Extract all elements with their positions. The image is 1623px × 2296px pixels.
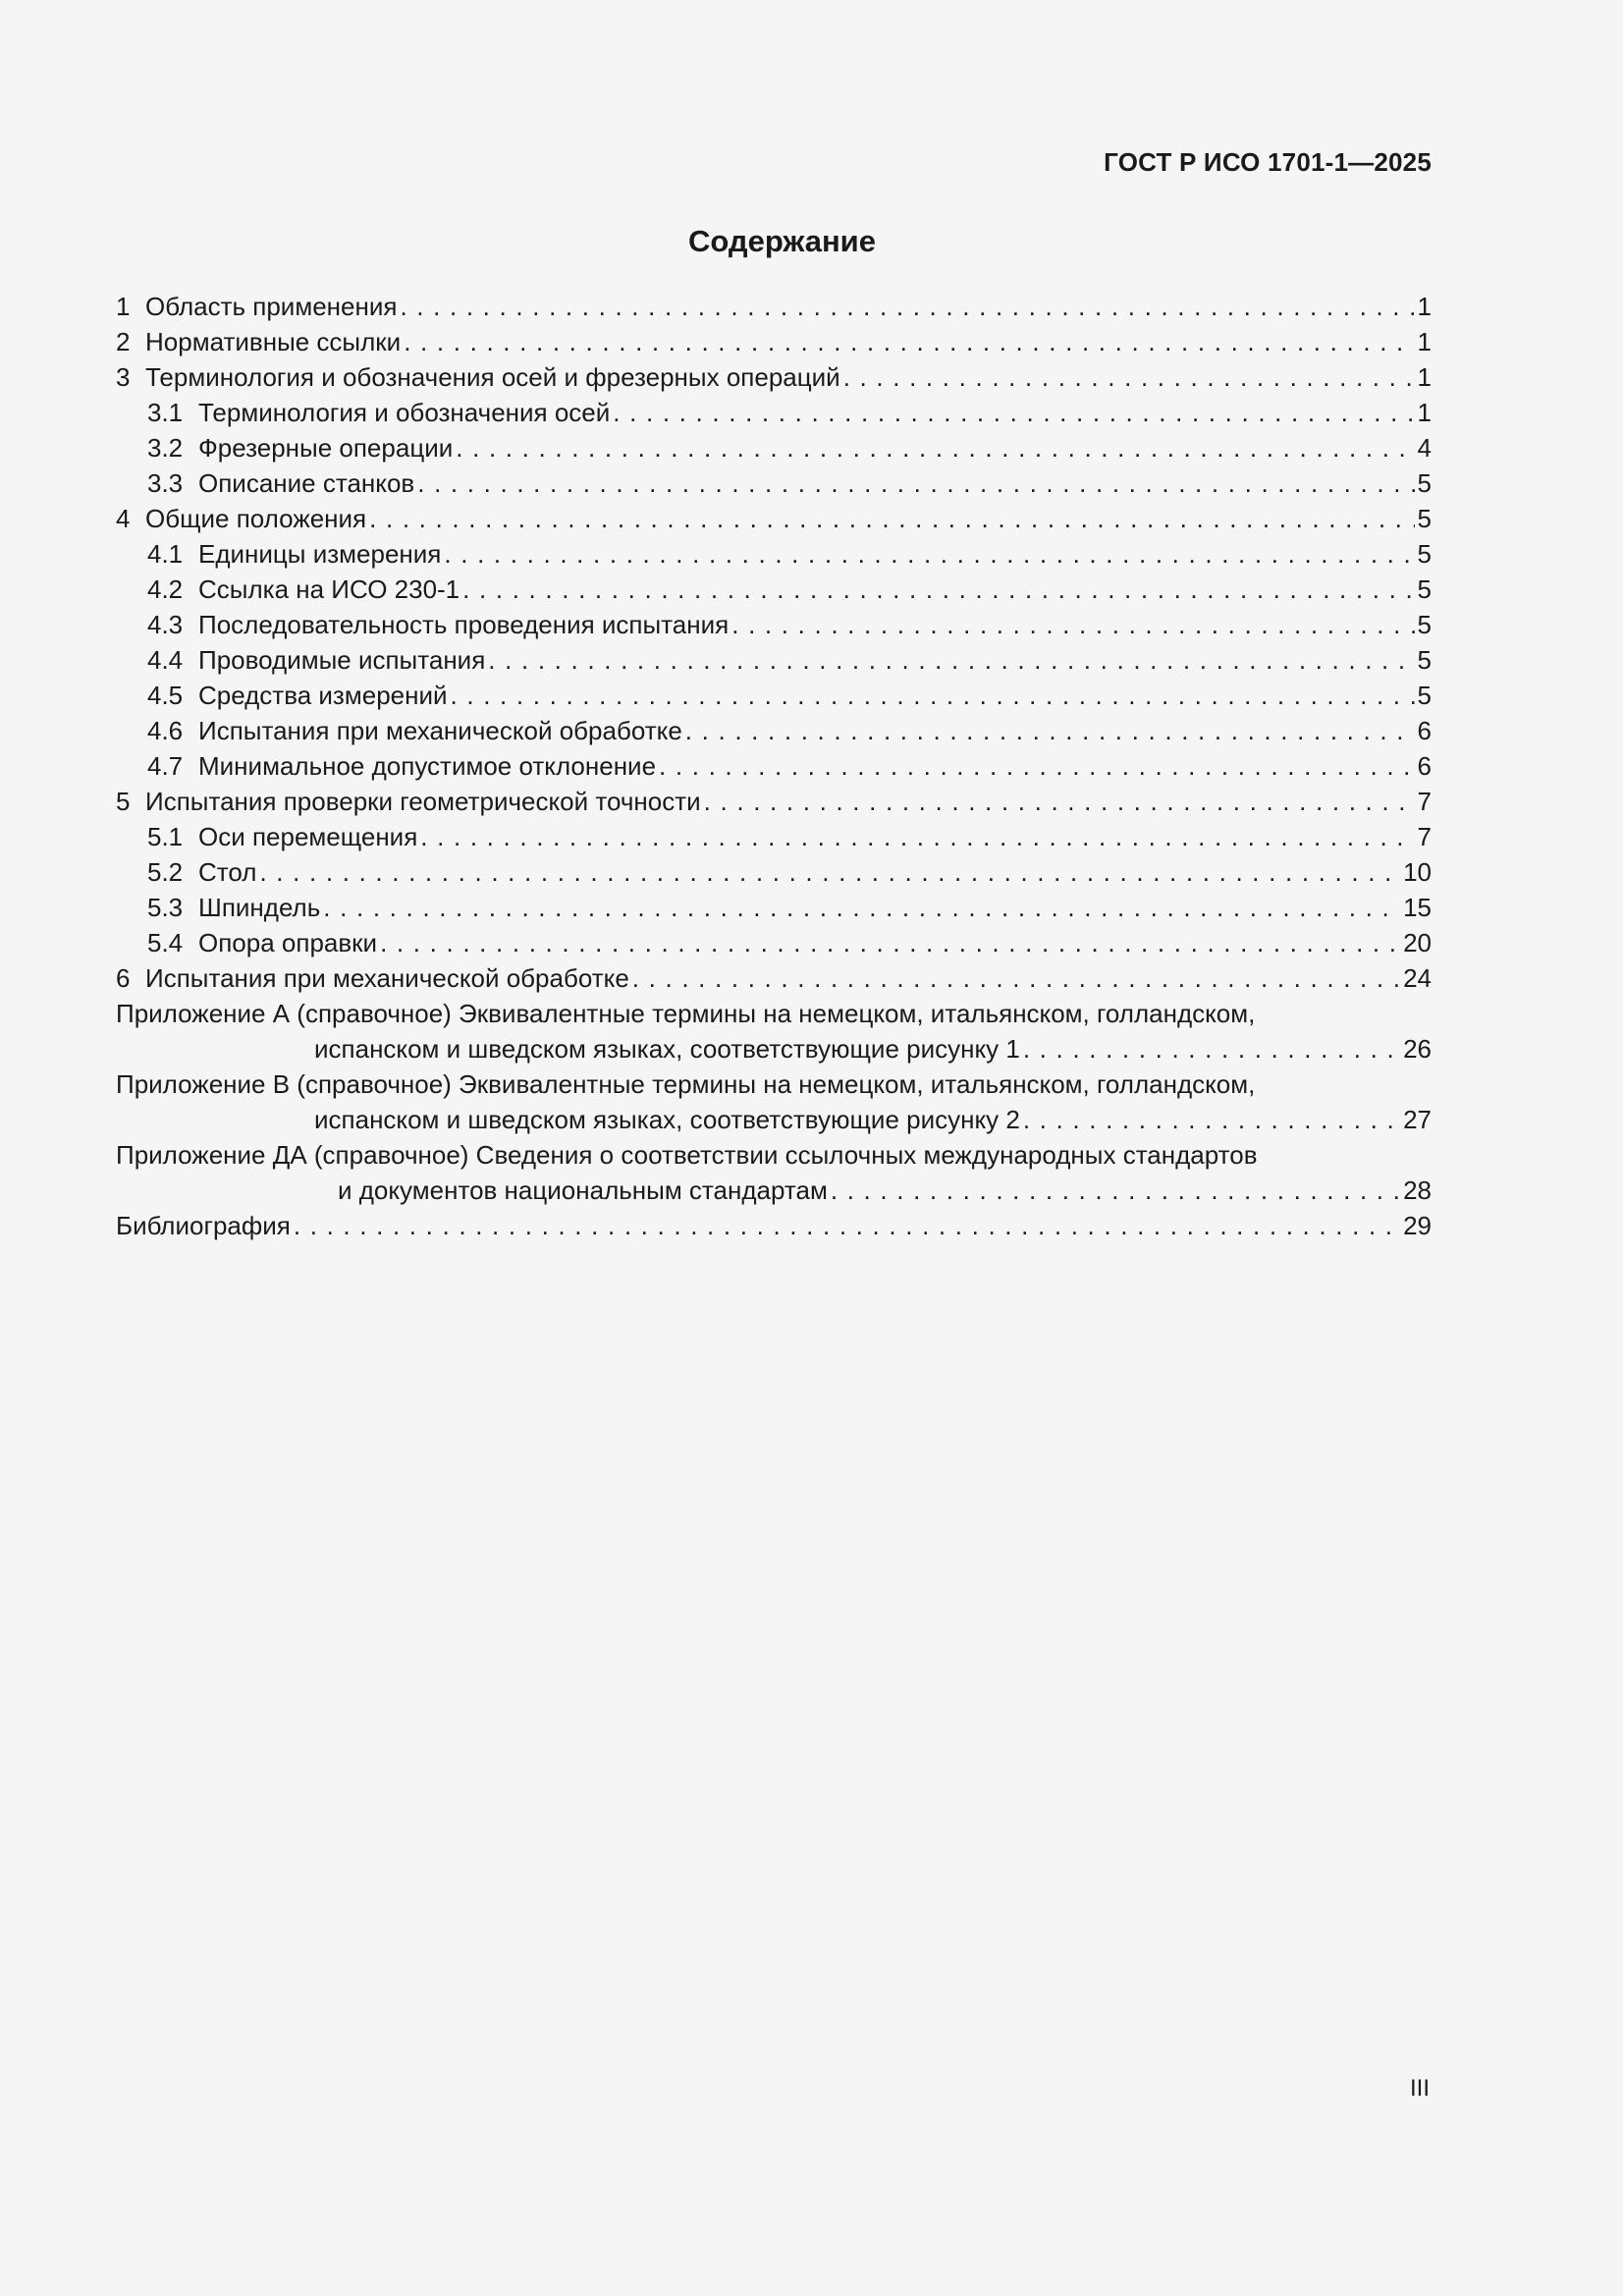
toc-entry-number: 3.3	[147, 468, 184, 498]
toc-entry[interactable]	[116, 289, 1432, 324]
toc-entry-page: 24	[1403, 963, 1432, 993]
toc-entry-title: Стол	[198, 857, 257, 887]
toc-dot-leader	[404, 324, 1414, 359]
toc-entry-page: 20	[1403, 928, 1432, 957]
toc-entry-page: 1	[1417, 327, 1432, 356]
toc-subentry[interactable]	[116, 572, 1432, 607]
toc-entry-title: Нормативные ссылки	[145, 327, 402, 356]
toc-entry-page: 5	[1417, 610, 1432, 639]
toc-annex-title: Приложение В (справочное) Эквивалентные термины на немецком, итальянском, голландском,	[116, 1069, 1256, 1099]
toc-subentry[interactable]	[116, 854, 1432, 890]
toc-entry-title: Описание станков	[198, 468, 415, 498]
toc-entry-title: Библиография	[116, 1211, 291, 1240]
toc-annex-a-heading[interactable]	[116, 996, 1432, 1031]
toc-entry-page: 7	[1417, 822, 1432, 851]
toc-dot-leader	[831, 1173, 1400, 1208]
page-number: III	[1409, 2075, 1430, 2102]
toc-annex-title: Приложение А (справочное) Эквивалентные термины на немецком, итальянском, голландском,	[116, 999, 1256, 1028]
toc-entry-page: 29	[1403, 1211, 1432, 1240]
toc-entry-number: 5.3	[147, 893, 184, 922]
toc-dot-leader	[731, 607, 1414, 642]
toc-entry-page: 15	[1403, 893, 1432, 922]
toc-entry-page: 5	[1417, 539, 1432, 569]
toc-entry-page: 28	[1403, 1175, 1432, 1205]
toc-subentry[interactable]	[116, 713, 1432, 748]
toc-entry-page: 4	[1417, 433, 1432, 463]
toc-dot-leader	[843, 359, 1415, 395]
toc-subentry[interactable]	[116, 607, 1432, 642]
toc-entry-number: 4.5	[147, 681, 184, 710]
toc-entry-title: Последовательность проведения испытания	[198, 610, 730, 639]
toc-entry-title: Терминология и обозначения осей и фрезерных операций	[145, 362, 840, 392]
toc-entry-number: 5.2	[147, 857, 184, 887]
table-of-contents	[116, 289, 1432, 1243]
toc-entry-number: 2	[116, 327, 131, 356]
toc-entry-title: Минимальное допустимое отклонение	[198, 751, 657, 781]
toc-entry-number: 5.1	[147, 822, 184, 851]
toc-entry-title: Проводимые испытания	[198, 645, 486, 675]
toc-entry[interactable]	[116, 784, 1432, 819]
toc-bibliography[interactable]	[116, 1208, 1432, 1243]
toc-entry-title: Область применения	[145, 292, 398, 321]
toc-dot-leader	[632, 960, 1400, 996]
toc-dot-leader	[451, 678, 1415, 713]
toc-entry-number: 3.1	[147, 398, 184, 427]
toc-entry-number: 3.2	[147, 433, 184, 463]
toc-entry-number: 5	[116, 787, 131, 816]
toc-subentry[interactable]	[116, 819, 1432, 854]
toc-dot-leader	[462, 572, 1414, 607]
toc-entry-title: Единицы измерения	[198, 539, 442, 569]
toc-entry[interactable]	[116, 359, 1432, 395]
toc-title: Содержание	[688, 224, 876, 258]
toc-dot-leader	[323, 890, 1400, 925]
toc-entry-page: 5	[1417, 468, 1432, 498]
document-id-header: ГОСТ Р ИСО 1701-1—2025	[1104, 147, 1432, 177]
toc-entry-number: 4.6	[147, 716, 184, 745]
toc-entry-number: 4	[116, 504, 131, 533]
toc-annex-subtitle: испанском и шведском языках, соответствующие рисунку 1	[314, 1034, 1020, 1064]
toc-entry-page: 5	[1417, 645, 1432, 675]
toc-entry-title: Испытания при механической обработке	[145, 963, 629, 993]
toc-annex-subtitle: испанском и шведском языках, соответствующие рисунку 2	[314, 1105, 1020, 1134]
toc-subentry[interactable]	[116, 925, 1432, 960]
toc-annex-b-heading[interactable]	[116, 1066, 1432, 1102]
toc-entry-number: 4.1	[147, 539, 184, 569]
toc-dot-leader	[420, 819, 1414, 854]
toc-dot-leader	[685, 713, 1415, 748]
toc-entry-page: 7	[1417, 787, 1432, 816]
toc-entry-number: 4.7	[147, 751, 184, 781]
toc-dot-leader	[417, 465, 1414, 501]
toc-subentry[interactable]	[116, 465, 1432, 501]
toc-dot-leader	[380, 925, 1400, 960]
toc-entry-title: Оси перемещения	[198, 822, 418, 851]
toc-entry-title: Ссылка на ИСО 230-1	[198, 574, 460, 604]
toc-entry[interactable]	[116, 501, 1432, 536]
toc-dot-leader	[369, 501, 1414, 536]
toc-entry[interactable]	[116, 324, 1432, 359]
toc-entry-title: Испытания при механической обработке	[198, 716, 682, 745]
toc-annex-da-continuation[interactable]	[116, 1173, 1432, 1208]
toc-subentry[interactable]	[116, 430, 1432, 465]
toc-entry-page: 6	[1417, 716, 1432, 745]
toc-entry-page: 1	[1417, 362, 1432, 392]
toc-annex-b-continuation[interactable]	[116, 1102, 1432, 1137]
toc-subentry[interactable]	[116, 678, 1432, 713]
toc-dot-leader	[659, 748, 1414, 784]
toc-entry-number: 3	[116, 362, 131, 392]
toc-entry-number: 5.4	[147, 928, 184, 957]
toc-dot-leader	[444, 536, 1414, 572]
toc-entry-title: Общие положения	[145, 504, 367, 533]
toc-entry-title: Шпиндель	[198, 893, 321, 922]
toc-entry-number: 1	[116, 292, 131, 321]
toc-entry-title: Средства измерений	[198, 681, 448, 710]
toc-dot-leader	[704, 784, 1415, 819]
toc-entry-title: Опора оправки	[198, 928, 378, 957]
toc-entry-page: 6	[1417, 751, 1432, 781]
toc-subentry[interactable]	[116, 642, 1432, 678]
toc-entry-number: 4.3	[147, 610, 184, 639]
toc-annex-a-continuation[interactable]	[116, 1031, 1432, 1066]
toc-annex-da-heading[interactable]	[116, 1137, 1432, 1173]
toc-entry-title: Испытания проверки геометрической точности	[145, 787, 701, 816]
toc-entry-page: 26	[1403, 1034, 1432, 1064]
toc-entry-page: 5	[1417, 504, 1432, 533]
toc-entry-page: 10	[1403, 857, 1432, 887]
toc-dot-leader	[456, 430, 1414, 465]
toc-entry-page: 5	[1417, 681, 1432, 710]
toc-entry[interactable]	[116, 960, 1432, 996]
toc-dot-leader	[613, 395, 1414, 430]
toc-entry-page: 1	[1417, 398, 1432, 427]
toc-annex-title: Приложение ДА (справочное) Сведения о соответствии ссылочных международных стандартов	[116, 1140, 1258, 1170]
toc-entry-number: 4.2	[147, 574, 184, 604]
toc-subentry[interactable]	[116, 748, 1432, 784]
toc-subentry[interactable]	[116, 395, 1432, 430]
toc-dot-leader	[1023, 1031, 1400, 1066]
toc-dot-leader	[400, 289, 1414, 324]
toc-subentry[interactable]	[116, 536, 1432, 572]
toc-entry-title: Фрезерные операции	[198, 433, 454, 463]
toc-dot-leader	[294, 1208, 1400, 1243]
toc-dot-leader	[259, 854, 1400, 890]
toc-subentry[interactable]	[116, 890, 1432, 925]
toc-entry-page: 1	[1417, 292, 1432, 321]
toc-entry-page: 5	[1417, 574, 1432, 604]
toc-annex-subtitle: и документов национальным стандартам	[338, 1175, 828, 1205]
toc-dot-leader	[1023, 1102, 1400, 1137]
toc-entry-page: 27	[1403, 1105, 1432, 1134]
toc-dot-leader	[488, 642, 1414, 678]
toc-entry-number: 4.4	[147, 645, 184, 675]
toc-entry-title: Терминология и обозначения осей	[198, 398, 611, 427]
toc-entry-number: 6	[116, 963, 131, 993]
